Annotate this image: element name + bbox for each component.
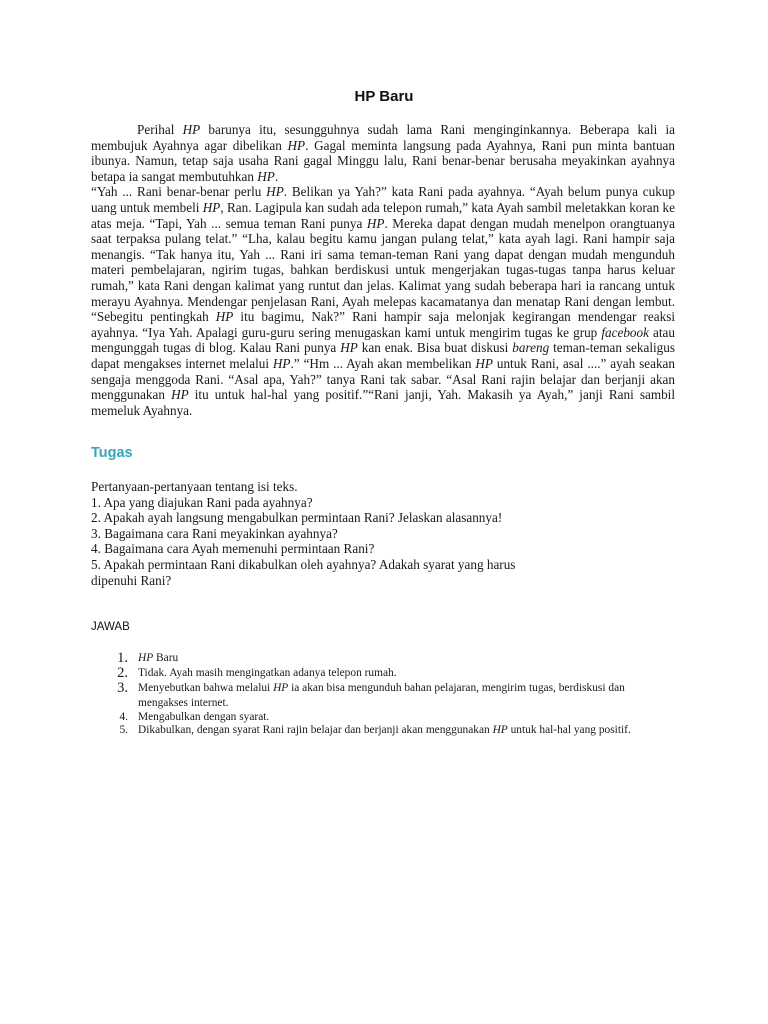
- document-title: HP Baru: [354, 88, 414, 105]
- answer-text: Mengabulkan dengan syarat.: [138, 711, 270, 723]
- answer-item: [91, 666, 661, 681]
- answer-number: 5.: [119, 724, 128, 737]
- tugas-heading: Tugas: [91, 445, 133, 461]
- story-paragraph-1: Perihal HP barunya itu, sesungguhnya sudah lama Rani menginginkannya. Beberapa kali ia membujuk Ayahnya agar dibelikan HP. Gagal meminta langsung pada Ayahnya, Rani pun minta bantuan ibunya. Namun, tetap saja usaha Rani gagal Minggu lalu, Rani benar-benar berusaha meyakinkan ayahnya betapa ia sangat membutuhkan HP.: [91, 122, 675, 184]
- answer-text: Tidak. Ayah masih mengingatkan adanya telepon rumah.: [138, 667, 397, 679]
- question-item: 4. Bagaimana cara Ayah memenuhi permintaan Rani?: [91, 541, 375, 557]
- answer-number: 3.: [117, 680, 128, 696]
- question-item: 1. Apa yang diajukan Rani pada ayahnya?: [91, 494, 313, 510]
- answer-text: Menyebutkan bahwa melalui HP ia akan bisa mengunduh bahan pelajaran, mengirim tugas, berdiskusi dan mengakses internet.: [138, 682, 625, 709]
- answer-item: [91, 681, 661, 711]
- question-item: 2. Apakah ayah langsung mengabulkan permintaan Rani? Jelaskan alasannya!: [91, 510, 503, 526]
- answer-number: 1.: [117, 650, 128, 666]
- jawab-heading: JAWAB: [91, 621, 130, 633]
- answer-text: Dikabulkan, dengan syarat Rani rajin belajar dan berjanji akan menggunakan HP untuk hal-hal yang positif.: [138, 724, 631, 737]
- question-intro: Pertanyaan-pertanyaan tentang isi teks.: [91, 479, 298, 494]
- answer-item: [91, 724, 661, 737]
- story-text: [91, 122, 675, 418]
- answer-number: 2.: [117, 665, 128, 681]
- question-list: [91, 479, 651, 588]
- answer-number: 4.: [119, 711, 128, 723]
- question-item: dipenuhi Rani?: [91, 572, 172, 588]
- answer-item: [91, 711, 661, 724]
- answer-list: [91, 651, 661, 738]
- question-item: 5. Apakah permintaan Rani dikabulkan oleh ayahnya? Adakah syarat yang harus: [91, 556, 516, 572]
- story-paragraph-2: “Yah ... Rani benar-benar perlu HP. Belikan ya Yah?” kata Rani pada ayahnya. “Ayah belum punya cukup uang untuk membeli HP, Ran. Lagipula kan sudah ada telepon rumah,” kata Ayah sambil meletakkan koran ke atas meja. “Tapi, Yah ... semua teman Rani punya HP. Mereka dapat dengan mudah menelpon orangtuanya saat terpaksa pulang telat.” “Lha, kalau begitu kamu jangan pulang telat,” kata ayah lagi. Rani hampir saja menangis. “Tak hanya itu, Yah ... Rani iri sama teman-teman Rani yang dapat dengan mudah mengunduh materi pembelajaran, ngirim tugas, bahkan berdiskusi untuk mengerjakan tugas-tugas tanpa harus keluar rumah,” kata Rani dengan kalimat yang runtut dan jelas. Kalimat yang sudah beberapa hari ia rancang untuk merayu Ayahnya. Mendengar penjelasan Rani, Ayah melepas kacamatanya dan menatap Rani dengan lembut. “Sebegitu pentingkah HP itu bagimu, Nak?” Rani hampir saja melonjak kegirangan mendengar reaksi ayahnya. “Iya Yah. Apalagi guru-guru sering menugaskan kami untuk mengirim tugas ke grup facebook atau mengunggah tugas di blog. Kalau Rani punya HP kan enak. Bisa buat diskusi bareng teman-teman sekaligus dapat mengakses internet melalui HP.” “Hm ... Ayah akan membelikan HP untuk Rani, asal ....” ayah seakan sengaja menggoda Rani. “Asal apa, Yah?” tanya Rani tak sabar. “Asal Rani rajin belajar dan berjanji akan menggunakan HP itu untuk hal-hal yang positif.”“Rani janji, Yah. Makasih ya Ayah,” janji Rani sambil memeluk Ayahnya.: [91, 184, 676, 418]
- answer-item: [91, 651, 661, 666]
- answer-text: HP Baru: [138, 652, 179, 664]
- question-item: 3. Bagaimana cara Rani meyakinkan ayahnya?: [91, 525, 338, 541]
